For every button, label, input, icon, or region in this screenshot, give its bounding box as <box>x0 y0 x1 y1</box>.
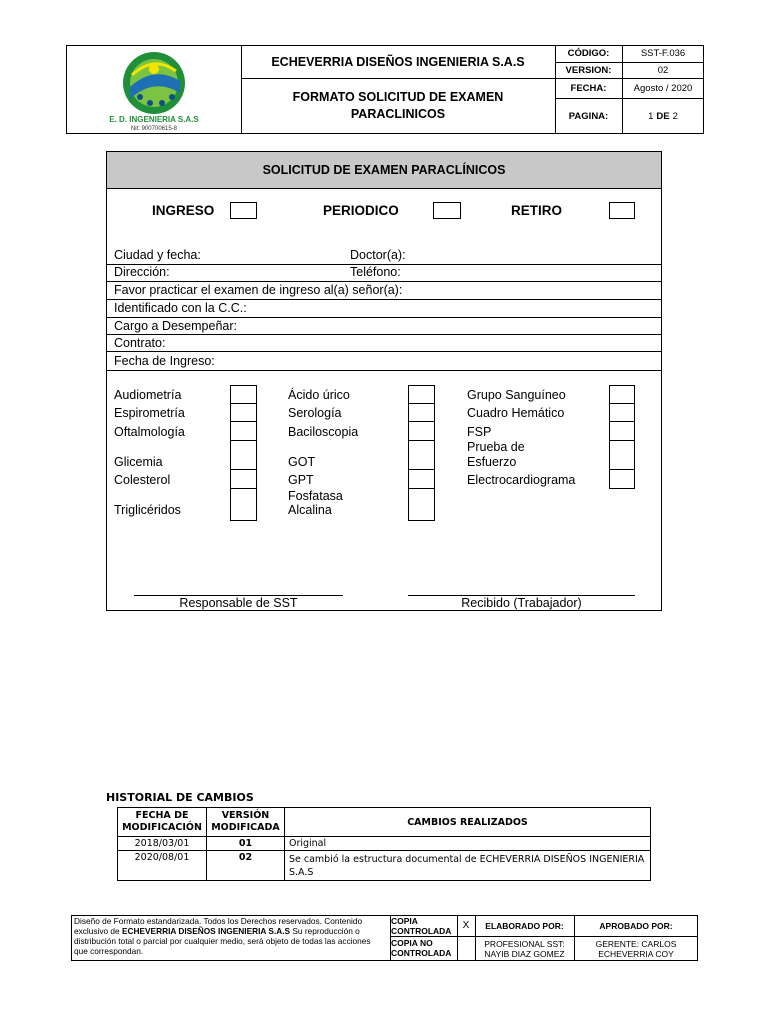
row-fecha: 2018/03/01 <box>118 837 207 851</box>
identificado-field[interactable]: Identificado con la C.C.: <box>114 301 247 315</box>
row-version: 01 <box>206 837 284 851</box>
exam-col2-checkbox[interactable] <box>408 421 435 441</box>
exam-serologia: Serología <box>288 406 342 420</box>
exam-alcalina: Alcalina <box>288 503 332 517</box>
type-retiro-checkbox[interactable] <box>609 202 635 219</box>
telefono-field[interactable]: Teléfono: <box>350 265 401 279</box>
table-row <box>118 851 651 881</box>
company-logo <box>70 47 238 133</box>
form-title: SOLICITUD DE EXAMEN PARACLÍNICOS <box>107 152 661 189</box>
exam-cuadro-hematico: Cuadro Hemático <box>467 406 565 420</box>
disclaimer-part1: Diseño de Formato estandarizada. Todos los Derechos reservados. Contenido exclusivo de <box>74 916 363 936</box>
disclaimer-company: ECHEVERRIA DISEÑOS INGENIERIA S.A.S <box>121 926 291 936</box>
exam-col3-checkbox[interactable] <box>609 421 635 441</box>
company-name: ECHEVERRIA DISEÑOS INGENIERIA S.A.S <box>271 54 525 69</box>
exam-col3-checkbox[interactable] <box>609 385 635 404</box>
pagina-label: PAGINA: <box>568 110 609 122</box>
table-row <box>118 837 651 851</box>
exam-col3-checkbox[interactable] <box>609 469 635 489</box>
doctor-field[interactable]: Doctor(a): <box>350 248 406 262</box>
elaborado-value: PROFESIONAL SST: NAYIB DIAZ GOMEZ <box>484 938 565 959</box>
exam-oftalmologia: Oftalmología <box>114 425 185 439</box>
col-fecha-line2: MODIFICACIÓN <box>122 822 202 833</box>
copia-controlada-label: COPIA CONTROLADA <box>391 916 452 936</box>
type-ingreso-checkbox[interactable] <box>230 202 257 219</box>
exam-trigliceridos: Triglicéridos <box>114 503 181 517</box>
logo-nit: Nit: 900700615-8 <box>130 126 178 132</box>
contrato-field[interactable]: Contrato: <box>114 336 166 350</box>
exam-fosfatasa: Fosfatasa <box>288 489 343 503</box>
type-periodico-checkbox[interactable] <box>433 202 461 219</box>
history-table <box>117 807 651 881</box>
document-title-line2: PARACLINICOS <box>350 107 446 121</box>
col-cambios: CAMBIOS REALIZADOS <box>284 808 650 837</box>
row-cambio: Original <box>284 837 650 851</box>
footer-disclaimer <box>74 916 386 956</box>
pagina-total: 2 <box>672 110 678 122</box>
exam-col1-checkbox[interactable] <box>230 421 257 441</box>
exam-prueba-de: Prueba de <box>467 440 525 454</box>
exam-audiometria: Audiometría <box>114 388 182 402</box>
exam-fsp: FSP <box>467 425 492 439</box>
favor-field[interactable]: Favor practicar el examen de ingreso al(a) señor(a): <box>114 283 403 297</box>
aprobado-value: GERENTE: CARLOS ECHEVERRIA COY <box>595 938 677 959</box>
codigo-value: SST-F.036 <box>640 48 686 59</box>
type-periodico-label: PERIODICO <box>323 203 399 218</box>
version-label: VERSION: <box>565 64 612 76</box>
fecha-value: Agosto / 2020 <box>633 82 693 94</box>
elaborado-label: ELABORADO POR: <box>485 920 564 931</box>
signature-responsable: Responsable de SST <box>179 596 298 610</box>
exam-col2-checkbox[interactable] <box>408 385 435 404</box>
signature-recibido: Recibido (Trabajador) <box>461 596 582 610</box>
direccion-field[interactable]: Dirección: <box>114 265 170 279</box>
row-cambio: Se cambió la estructura documental de ECHEVERRIA DISEÑOS INGENIERIA S.A.S <box>284 851 650 881</box>
document-title-line1: FORMATO SOLICITUD DE EXAMEN <box>292 90 504 104</box>
exam-col2-checkbox[interactable] <box>408 469 435 489</box>
codigo-label: CÓDIGO: <box>567 48 610 59</box>
logo-name: E. D. INGENIERIA S.A.S <box>109 115 199 124</box>
exam-espirometria: Espirometría <box>114 406 185 420</box>
exam-col2-checkbox[interactable] <box>408 440 435 470</box>
col-fecha-line1: FECHA DE <box>135 810 189 821</box>
exam-col3-checkbox[interactable] <box>609 440 635 470</box>
aprobado-label: APROBADO POR: <box>599 920 673 931</box>
exam-grupo-sanguineo: Grupo Sanguíneo <box>467 388 566 402</box>
exam-electrocardiograma: Electrocardiograma <box>467 473 576 487</box>
exam-col1-checkbox[interactable] <box>230 403 257 422</box>
history-title: HISTORIAL DE CAMBIOS <box>106 791 254 804</box>
pagina-num: 1 <box>648 110 654 122</box>
fecha-label: FECHA: <box>570 82 607 94</box>
ciudad-fecha-field[interactable]: Ciudad y fecha: <box>114 248 201 262</box>
col-version <box>206 808 284 837</box>
exam-col1-checkbox[interactable] <box>230 440 257 470</box>
fecha-ingreso-field[interactable]: Fecha de Ingreso: <box>114 354 215 368</box>
exam-col3-checkbox[interactable] <box>609 403 635 422</box>
exam-col1-checkbox[interactable] <box>230 385 257 404</box>
cargo-field[interactable]: Cargo a Desempeñar: <box>114 319 237 333</box>
type-retiro-label: RETIRO <box>511 203 563 218</box>
exam-col2-checkbox[interactable] <box>408 488 435 521</box>
exam-acido-urico: Ácido úrico <box>288 388 350 402</box>
history-header-row <box>118 808 651 837</box>
row-version: 02 <box>206 851 284 881</box>
copia-controlada-mark: X <box>462 920 470 931</box>
row-fecha: 2020/08/01 <box>118 851 207 881</box>
exam-col1-checkbox[interactable] <box>230 488 257 521</box>
document-title <box>241 78 555 134</box>
exam-col1-checkbox[interactable] <box>230 469 257 489</box>
type-ingreso-label: INGRESO <box>152 203 215 218</box>
col-fecha <box>118 808 207 837</box>
col-version-line2: MODIFICADA <box>211 822 280 833</box>
col-version-line1: VERSIÓN <box>221 810 270 821</box>
exam-got: GOT <box>288 455 316 469</box>
copia-no-controlada-label: COPIA NO CONTROLADA <box>391 938 452 958</box>
exam-gpt: GPT <box>288 473 314 487</box>
exam-col2-checkbox[interactable] <box>408 403 435 422</box>
exam-baciloscopia: Baciloscopia <box>288 425 359 439</box>
exam-colesterol: Colesterol <box>114 473 171 487</box>
pagina-value <box>622 98 704 134</box>
pagina-de: DE <box>656 110 670 122</box>
exam-glicemia: Glicemia <box>114 455 163 469</box>
disclaimer-part2: Su reproducción o distribución total o parcial por cualquier medio, será objeto de todas las acciones que correspondan. <box>74 926 371 956</box>
version-value: 02 <box>657 64 669 76</box>
exam-esfuerzo: Esfuerzo <box>467 455 517 469</box>
